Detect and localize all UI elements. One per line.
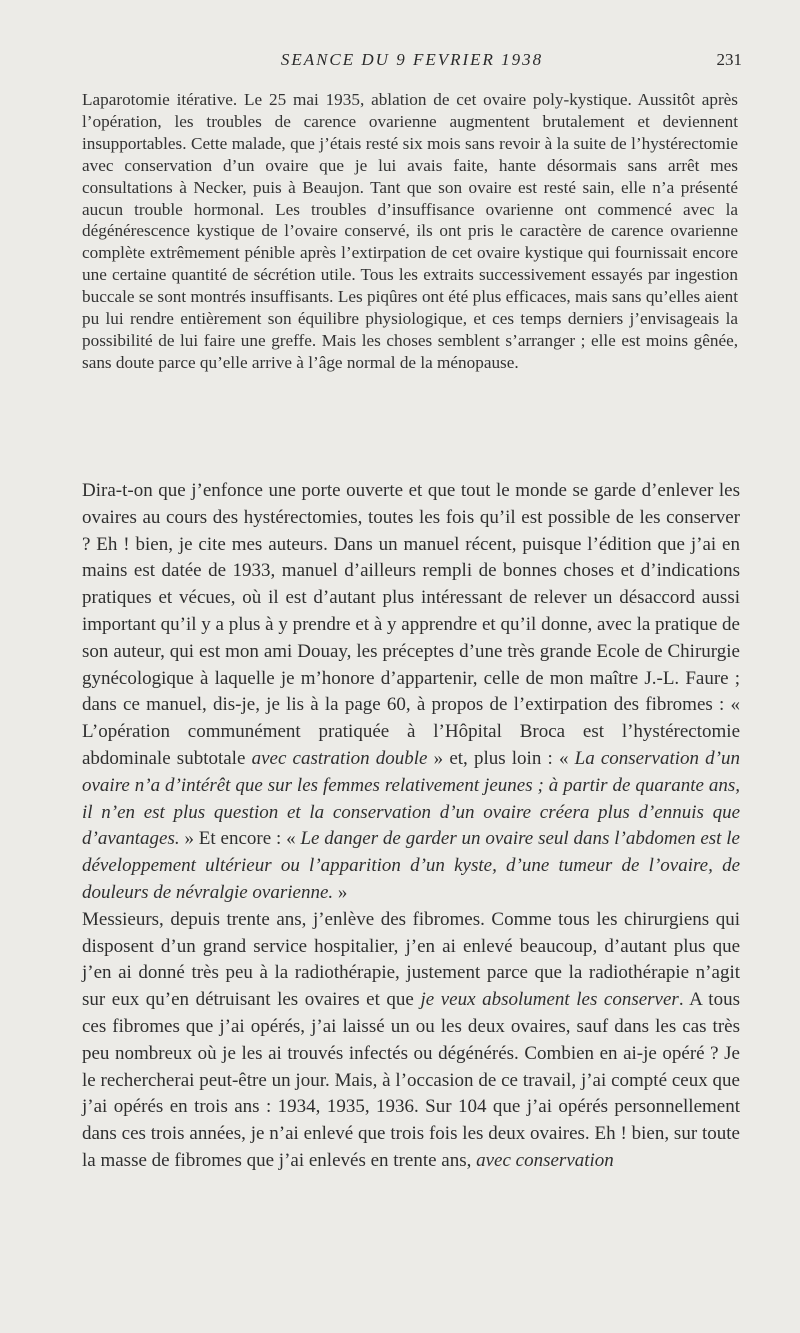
page-number: 231 (716, 50, 742, 69)
case-report-paragraph: Laparotomie itérative. Le 25 mai 1935, ablation de cet ovaire poly-kystique. Aussitôt après l’opération, les troubles de carence ovarienne augmentent brutalement et deviennent insupportables. Cette malade, que j’étais resté six mois sans revoir à la suite de l’hystérectomie avec conservation d’un ovaire que je lui avais faite, hante désormais sans arrêt mes consultations à Necker, puis à Beaujon. Tant que son ovaire est resté sain, elle n’a présenté aucun trouble hormonal. Les troubles d’insuffisance ovarienne ont commencé avec la dégénérescence kystique de l’ovaire conservé, ils ont pris le caractère de carence ovarienne complète extrêmement pénible après l’extirpation de cet ovaire kystique qui fournissait encore une certaine quantité de sécrétion utile. Tous les extraits successivement essayés par ingestion buccale se sont montrés insuffisants. Les piqûres ont été plus efficaces, mais sans qu’elles aient pu lui rendre entièrement son équilibre physiologique, et ces temps derniers j’envisageais la possibilité de lui faire une greffe. Mais les choses semblent s’arranger ; elle est moins gênée, sans doute parce qu’elle arrive à l’âge normal de la ménopause. (82, 90, 738, 372)
italic-run: avec castration double (251, 747, 428, 769)
italic-run: avec conservation (476, 1149, 614, 1171)
running-title: SEANCE DU 9 FEVRIER 1938 (280, 50, 544, 69)
text-run: . A tous ces fibromes que j’ai opérés, j’ai laissé un ou les deux ovaires, sauf dans les cas très peu nombreux où je les ai trouvés infectés ou dégénérés. Combien en ai-je opéré ? Je le rechercherai peut-être un jour. Mais, à l’occasion de ce travail, j’ai compté ceux que j’ai opérés en trois ans : 1934, 1935, 1936. Sur 104 que j’ai opérés personnellement dans ces trois années, je n’ai enlevé que trois fois les deux ovaires. Eh ! bien, sur toute la masse de fibromes que j’ai enlevés en trente ans, (82, 989, 740, 1171)
text-run: Messieurs, depuis trente ans, j’enlève des fibromes. Comme tous les chirurgiens qui disposent d’un grand service hospitalier, j’en ai enlevé beaucoup, d’autant plus que j’en ai donné très peu à la radiothérapie, justement parce que la radiothérapie n’agit sur eux qu’en détruisant les ovaires et que (82, 908, 740, 1011)
case-report-block (82, 89, 738, 374)
italic-quote: La conservation d’un ovaire n’a d’intérêt que sur les femmes relativement jeunes ; à partir de quarante ans, il n’en est plus question et la conservation d’un ovaire créera plus d’ennuis que d’avantages. (82, 747, 740, 850)
text-run: Dira-t-on que j’enfonce une porte ouverte et que tout le monde se garde d’enlever les ovaires au cours des hystérectomies, toutes les fois qu’il est possible de les conserver ? Eh ! bien, je cite mes auteurs. Dans un manuel récent, puisque l’édition que j’ai en mains est datée de 1933, manuel d’ailleurs rempli de bonnes choses et d’indications pratiques et vécues, où il est d’autant plus intéressant de relever un désaccord aussi important qu’il y a plus à y prendre et à y apprendre et qu’il donne, avec la pratique de son auteur, qui est mon ami Douay, les préceptes d’une très grande Ecole de Chirurgie gynécologique à laquelle je m’honore d’appartenir, celle de mon maître J.-L. Faure ; dans ce manuel, dis-je, je lis à la page 60, à propos de l’extirpation des fibromes : « L’opération communément pratiquée à l’Hôpital Broca est l’hystérectomie abdominale subtotale (82, 480, 740, 769)
page-header (82, 48, 742, 74)
discussion-paragraph-2 (82, 907, 740, 1175)
text-run: » et, plus loin : « (427, 747, 575, 769)
discussion-block (82, 478, 740, 1175)
text-run: » (333, 881, 348, 903)
italic-quote: Le danger de garder un ovaire seul dans l’abdomen est le développement ultérieur ou l’apparition d’un kyste, d’une tumeur de l’ovaire, de douleurs de névralgie ovarienne. (82, 828, 740, 903)
italic-run: je veux absolument les conserver (420, 989, 679, 1011)
text-run: » Et encore : « (179, 828, 301, 850)
discussion-paragraph-1 (82, 478, 740, 907)
